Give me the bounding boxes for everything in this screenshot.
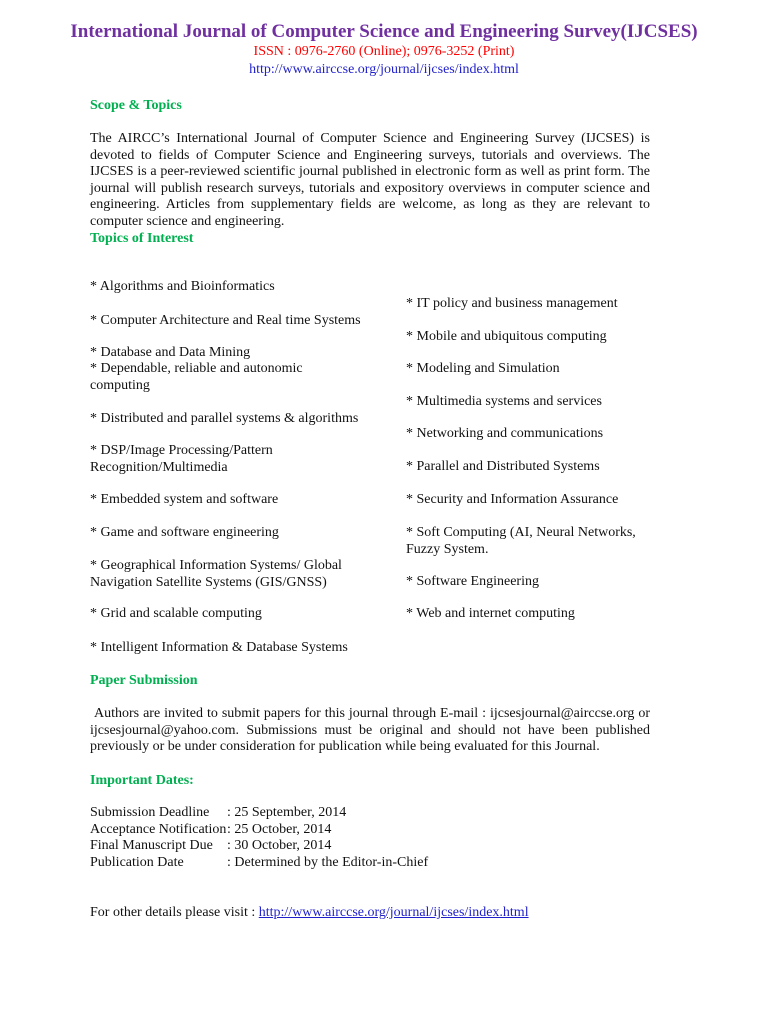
date-label: Final Manuscript Due [90, 838, 213, 853]
topic-item: * Web and internet computing [406, 606, 575, 621]
topic-item: * Multimedia systems and services [406, 394, 602, 409]
topic-item: * Algorithms and Bioinformatics [90, 279, 275, 294]
topic-item: * DSP/Image Processing/Pattern Recognition/Multimedia [90, 443, 273, 475]
date-value: : 30 October, 2014 [227, 838, 332, 853]
journal-url[interactable]: http://www.airccse.org/journal/ijcses/index.html [249, 62, 519, 77]
dates-heading: Important Dates: [90, 773, 194, 788]
date-value: : 25 October, 2014 [227, 822, 332, 837]
topic-item: * Security and Information Assurance [406, 492, 619, 507]
topic-item: * Parallel and Distributed Systems [406, 459, 600, 474]
topic-item: * Grid and scalable computing [90, 606, 262, 621]
topic-item: * Mobile and ubiquitous computing [406, 329, 607, 344]
scope-paragraph: The AIRCC’s International Journal of Computer Science and Engineering Survey (IJCSES) is devoted to fields of Computer Science and Engineering surveys, tutorials and overviews. The IJCSES is a peer-reviewed scientific journal published in electronic form as well as print form. The journal will publish research surveys, tutorials and expository overviews in computer science and engineering. Articles from supplementary fields are welcome, as long as they are relevant to computer science and engineering. [90, 131, 650, 229]
topic-item: * Embedded system and software [90, 492, 279, 507]
submission-paragraph: Authors are invited to submit papers for this journal through E-mail : ijcsesjournal@airccse.org or ijcsesjournal@yahoo.com. Submissions must be original and should not have been published previously or be under consideration for publication while being evaluated for this Journal. [90, 706, 650, 754]
date-row [90, 822, 331, 838]
topic-item: * Distributed and parallel systems & algorithms [90, 411, 359, 426]
date-label: Acceptance Notification [90, 822, 227, 837]
visit-link[interactable]: http://www.airccse.org/journal/ijcses/index.html [258, 905, 529, 920]
topic-item: * Dependable, reliable and autonomic computing [90, 361, 303, 393]
topic-item: * Networking and communications [406, 426, 604, 441]
topic-item: * Intelligent Information & Database Systems [90, 640, 348, 655]
topic-item: * Game and software engineering [90, 525, 279, 540]
topic-item: * Software Engineering [406, 574, 539, 589]
journal-title: International Journal of Computer Science and Engineering Survey(IJCSES) [70, 21, 698, 42]
issn-line: ISSN : 0976-2760 (Online); 0976-3252 (Print) [253, 44, 515, 59]
visit-line [90, 905, 529, 921]
topic-item: * Computer Architecture and Real time Systems [90, 313, 361, 328]
date-row [90, 838, 331, 854]
date-label: Publication Date [90, 855, 184, 870]
visit-text: For other details please visit : [90, 905, 259, 920]
submission-heading: Paper Submission [90, 673, 198, 688]
date-row [90, 805, 346, 821]
date-value: : Determined by the Editor-in-Chief [227, 855, 429, 870]
topic-item: * IT policy and business management [406, 296, 618, 311]
topics-heading: Topics of Interest [90, 231, 194, 246]
scope-heading: Scope & Topics [90, 98, 182, 113]
topic-item: * Soft Computing (AI, Neural Networks, Fuzzy System. [406, 525, 636, 557]
topic-item: * Database and Data Mining [90, 345, 251, 360]
topic-item: * Geographical Information Systems/ Global Navigation Satellite Systems (GIS/GNSS) [90, 558, 342, 590]
date-value: : 25 September, 2014 [227, 805, 347, 820]
date-label: Submission Deadline [90, 805, 210, 820]
date-row [90, 855, 428, 871]
topic-item: * Modeling and Simulation [406, 361, 560, 376]
